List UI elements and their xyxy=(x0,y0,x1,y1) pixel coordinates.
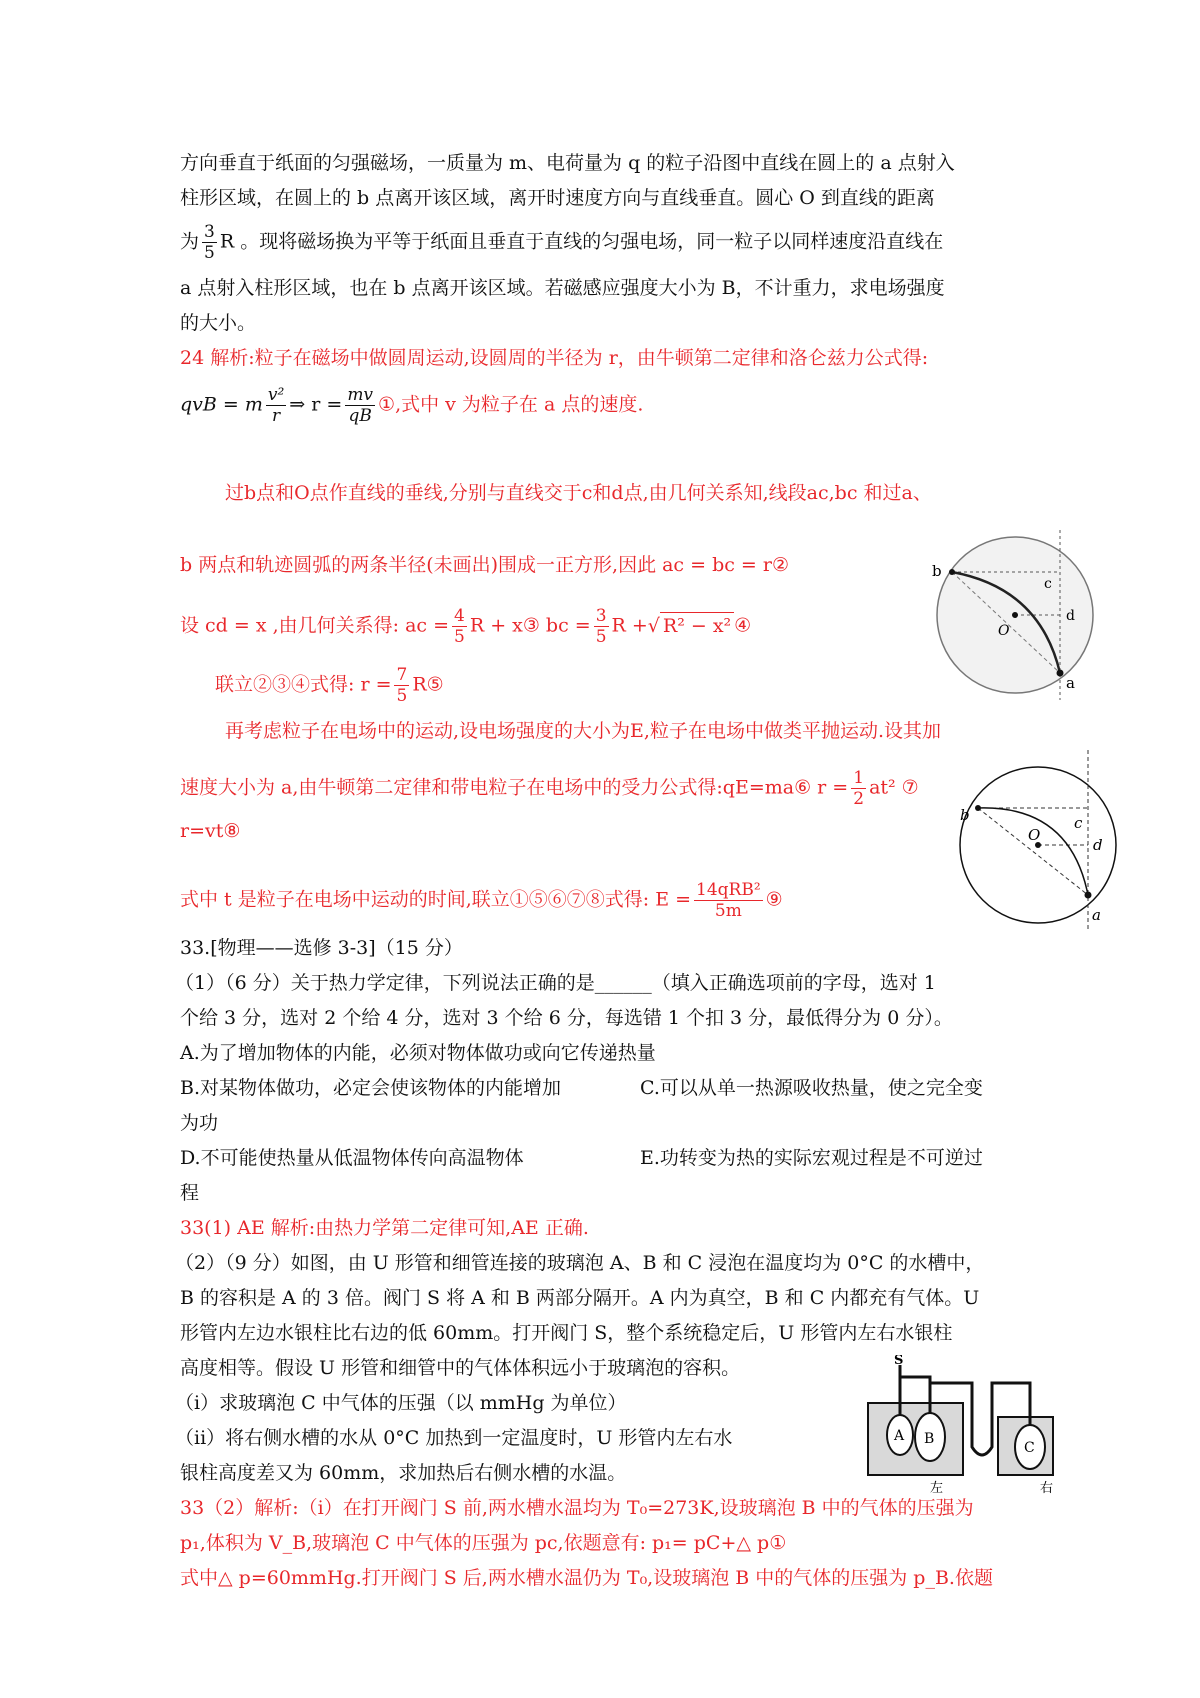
text: at² ⑦ xyxy=(869,776,919,799)
label-a: a xyxy=(1092,906,1101,924)
q33-part2-line1: （2）（9 分）如图，由 U 形管和细管连接的玻璃泡 A、B 和 C 浸泡在温度均为 0°C 的水槽中， xyxy=(175,1252,985,1274)
frac-num: 4 xyxy=(454,606,465,626)
solution-line-5 xyxy=(180,606,751,647)
q33-solution-line-3: 式中△ p=60mmHg.打开阀门 S 后,两水槽水温仍为 T₀,设玻璃泡 B 中的气体的压强为 p_B.依题 xyxy=(180,1567,993,1589)
frac-num: 7 xyxy=(396,665,408,685)
label-b: b xyxy=(960,806,970,824)
problem-line-3 xyxy=(180,222,943,263)
fraction xyxy=(394,665,409,706)
solution-line-9: r=vt⑧ xyxy=(180,820,241,842)
fraction xyxy=(202,222,217,263)
q33-option-d: D.不可能使热量从低温物体传向高温物体 xyxy=(180,1147,524,1169)
text: qvB = m xyxy=(180,393,263,416)
text: 速度大小为 a,由牛顿第二定律和带电粒子在电场中的受力公式得:qE=ma⑥ r = xyxy=(180,776,849,799)
problem-line-5: 的大小。 xyxy=(180,312,257,334)
q33-header: 33.[物理——选修 3-3]（15 分） xyxy=(180,937,463,959)
label-o: O xyxy=(1028,826,1041,844)
fraction xyxy=(345,385,375,426)
fraction xyxy=(594,606,609,647)
q33-part2-ii-2: 银柱高度差又为 60mm，求加热后右侧水槽的水温。 xyxy=(180,1462,627,1484)
label-s: S xyxy=(894,1355,904,1368)
figure-svg xyxy=(950,750,1120,930)
q33-part2-i: （i）求玻璃泡 C 中气体的压强（以 mmHg 为单位） xyxy=(175,1392,627,1414)
label-o: O xyxy=(998,623,1010,639)
fraction xyxy=(452,606,467,647)
solution-line-7: 再考虑粒子在电场中的运动,设电场强度的大小为E,粒子在电场中做类平抛运动.设其加 xyxy=(225,720,941,742)
frac-den: 5 xyxy=(595,627,607,647)
q33-option-c: C.可以从单一热源吸收热量，使之完全变 xyxy=(640,1077,983,1099)
label-right: 右 xyxy=(1040,1481,1054,1495)
frac-num: 3 xyxy=(595,606,607,626)
q33-part2-line4: 高度相等。假设 U 形管和细管中的气体体积远小于玻璃泡的容积。 xyxy=(180,1357,741,1379)
q33-part2-line2: B 的容积是 A 的 3 倍。阀门 S 将 A 和 B 两部分隔开。A 内为真空，B 和 C 内都充有气体。U xyxy=(180,1287,980,1309)
frac-den: r xyxy=(272,406,281,426)
sqrt: √ R² − x² xyxy=(648,612,734,639)
point-b xyxy=(975,805,981,811)
q33-option-b: B.对某物体做功，必定会使该物体的内能增加 xyxy=(180,1077,562,1099)
text: ①,式中 v 为粒子在 a 点的速度. xyxy=(378,393,644,416)
text: ⑨ xyxy=(765,888,783,911)
solution-eq-1 xyxy=(180,385,643,426)
q33-part1-line2: 个给 3 分，选对 2 个给 4 分，选对 3 个给 6 分，每选错 1 个扣 3 分，最低得分为 0 分）。 xyxy=(180,1007,953,1029)
solution-line-3: 过b点和O点作直线的垂线,分别与直线交于c和d点,由几何关系知,线段ac,bc 和过a、 xyxy=(225,482,932,504)
label-d: d xyxy=(1093,836,1103,854)
q33-option-e: E.功转变为热的实际宏观过程是不可逆过 xyxy=(640,1147,983,1169)
frac-den: 5m xyxy=(714,901,742,921)
problem-line-4: a 点射入柱形区域，也在 b 点离开该区域。若磁感应强度大小为 B，不计重力，求电场强度 xyxy=(180,277,945,299)
frac-den: 5 xyxy=(204,243,215,263)
solution-line-6 xyxy=(215,665,444,706)
radicand: R² − x² xyxy=(660,612,734,639)
frac-num: v² xyxy=(267,385,285,405)
label-d: d xyxy=(1066,608,1075,624)
label-left: 左 xyxy=(930,1481,944,1495)
q33-option-e-cont: 程 xyxy=(180,1182,200,1204)
text: 为 xyxy=(180,230,200,253)
text: ④ xyxy=(734,614,752,637)
label-c: c xyxy=(1074,814,1083,832)
frac-num: 3 xyxy=(204,222,215,242)
q33-option-c-cont: 为功 xyxy=(180,1112,219,1134)
q33-part2-ii-1: （ii）将右侧水槽的水从 0°C 加热到一定温度时，U 形管内左右水 xyxy=(175,1427,733,1449)
solution-line-4: b 两点和轨迹圆弧的两条半径(未画出)围成一正方形,因此 ac = bc = r② xyxy=(180,554,789,576)
text: R + xyxy=(611,614,648,637)
frac-num: 14qRB² xyxy=(696,880,761,900)
q33-option-a: A.为了增加物体的内能，必须对物体做功或向它传递热量 xyxy=(180,1042,656,1064)
q33-answer-1: 33(1) AE 解析:由热力学第二定律可知,AE 正确. xyxy=(180,1217,589,1239)
point-o xyxy=(1012,612,1018,618)
q33-solution-line-1: 33（2）解析:（i）在打开阀门 S 前,两水槽水温均为 T₀=273K,设玻璃泡 B 中的气体的压强为 xyxy=(180,1497,974,1519)
figure-svg xyxy=(860,1355,1060,1495)
fraction xyxy=(851,768,866,809)
solution-line-10 xyxy=(180,880,783,921)
frac-num: 1 xyxy=(853,768,865,788)
frac-num: mv xyxy=(347,385,374,405)
text: 联立②③④式得: r = xyxy=(215,673,392,696)
text: 设 cd = x ,由几何关系得: ac = xyxy=(180,614,450,637)
text: R⑤ xyxy=(412,673,444,696)
label-c: c xyxy=(1044,576,1052,592)
point-b xyxy=(949,569,955,575)
q33-part1-line1: （1）（6 分）关于热力学定律，下列说法正确的是______（填入正确选项前的字母，选对 1 xyxy=(175,972,936,994)
frac-den: 5 xyxy=(454,627,465,647)
label-a: A xyxy=(894,1428,905,1444)
point-a xyxy=(1057,670,1064,677)
figure-u-tube-apparatus xyxy=(860,1355,1060,1499)
label-b: b xyxy=(932,562,942,580)
figure-electric-trajectory xyxy=(950,750,1120,934)
figure-svg xyxy=(920,530,1100,700)
label-b: B xyxy=(924,1431,935,1447)
frac-den: 2 xyxy=(853,789,865,809)
q33-part2-line3: 形管内左边水银柱比右边的低 60mm。打开阀门 S，整个系统稳定后，U 形管内左右水银柱 xyxy=(180,1322,953,1344)
problem-line-2: 柱形区域，在圆上的 b 点离开该区域，离开时速度方向与直线垂直。圆心 O 到直线的距离 xyxy=(180,187,935,209)
fraction xyxy=(694,880,763,921)
figure-magnetic-trajectory xyxy=(920,530,1100,704)
label-a: a xyxy=(1066,674,1075,692)
q33-solution-line-2: p₁,体积为 V_B,玻璃泡 C 中气体的压强为 pc,依题意有: p₁= pC+△ p① xyxy=(180,1532,787,1554)
label-c: C xyxy=(1024,1440,1035,1456)
text: R 。现将磁场换为平等于纸面且垂直于直线的匀强电场，同一粒子以同样速度沿直线在 xyxy=(219,230,944,253)
text: ⇒ r = xyxy=(289,393,343,416)
fraction xyxy=(266,385,286,426)
solution-line-1: 24 解析:粒子在磁场中做圆周运动,设圆周的半径为 r，由牛顿第二定律和洛仑兹力公式得: xyxy=(180,347,929,369)
text: 式中 t 是粒子在电场中运动的时间,联立①⑤⑥⑦⑧式得: E = xyxy=(180,888,692,911)
text: R + x③ bc = xyxy=(469,614,591,637)
frac-den: qB xyxy=(348,406,372,426)
solution-line-8 xyxy=(180,768,919,809)
frac-den: 5 xyxy=(396,686,408,706)
problem-line-1: 方向垂直于纸面的匀强磁场，一质量为 m、电荷量为 q 的粒子沿图中直线在圆上的 a 点射入 xyxy=(180,152,955,174)
point-a xyxy=(1085,892,1092,899)
